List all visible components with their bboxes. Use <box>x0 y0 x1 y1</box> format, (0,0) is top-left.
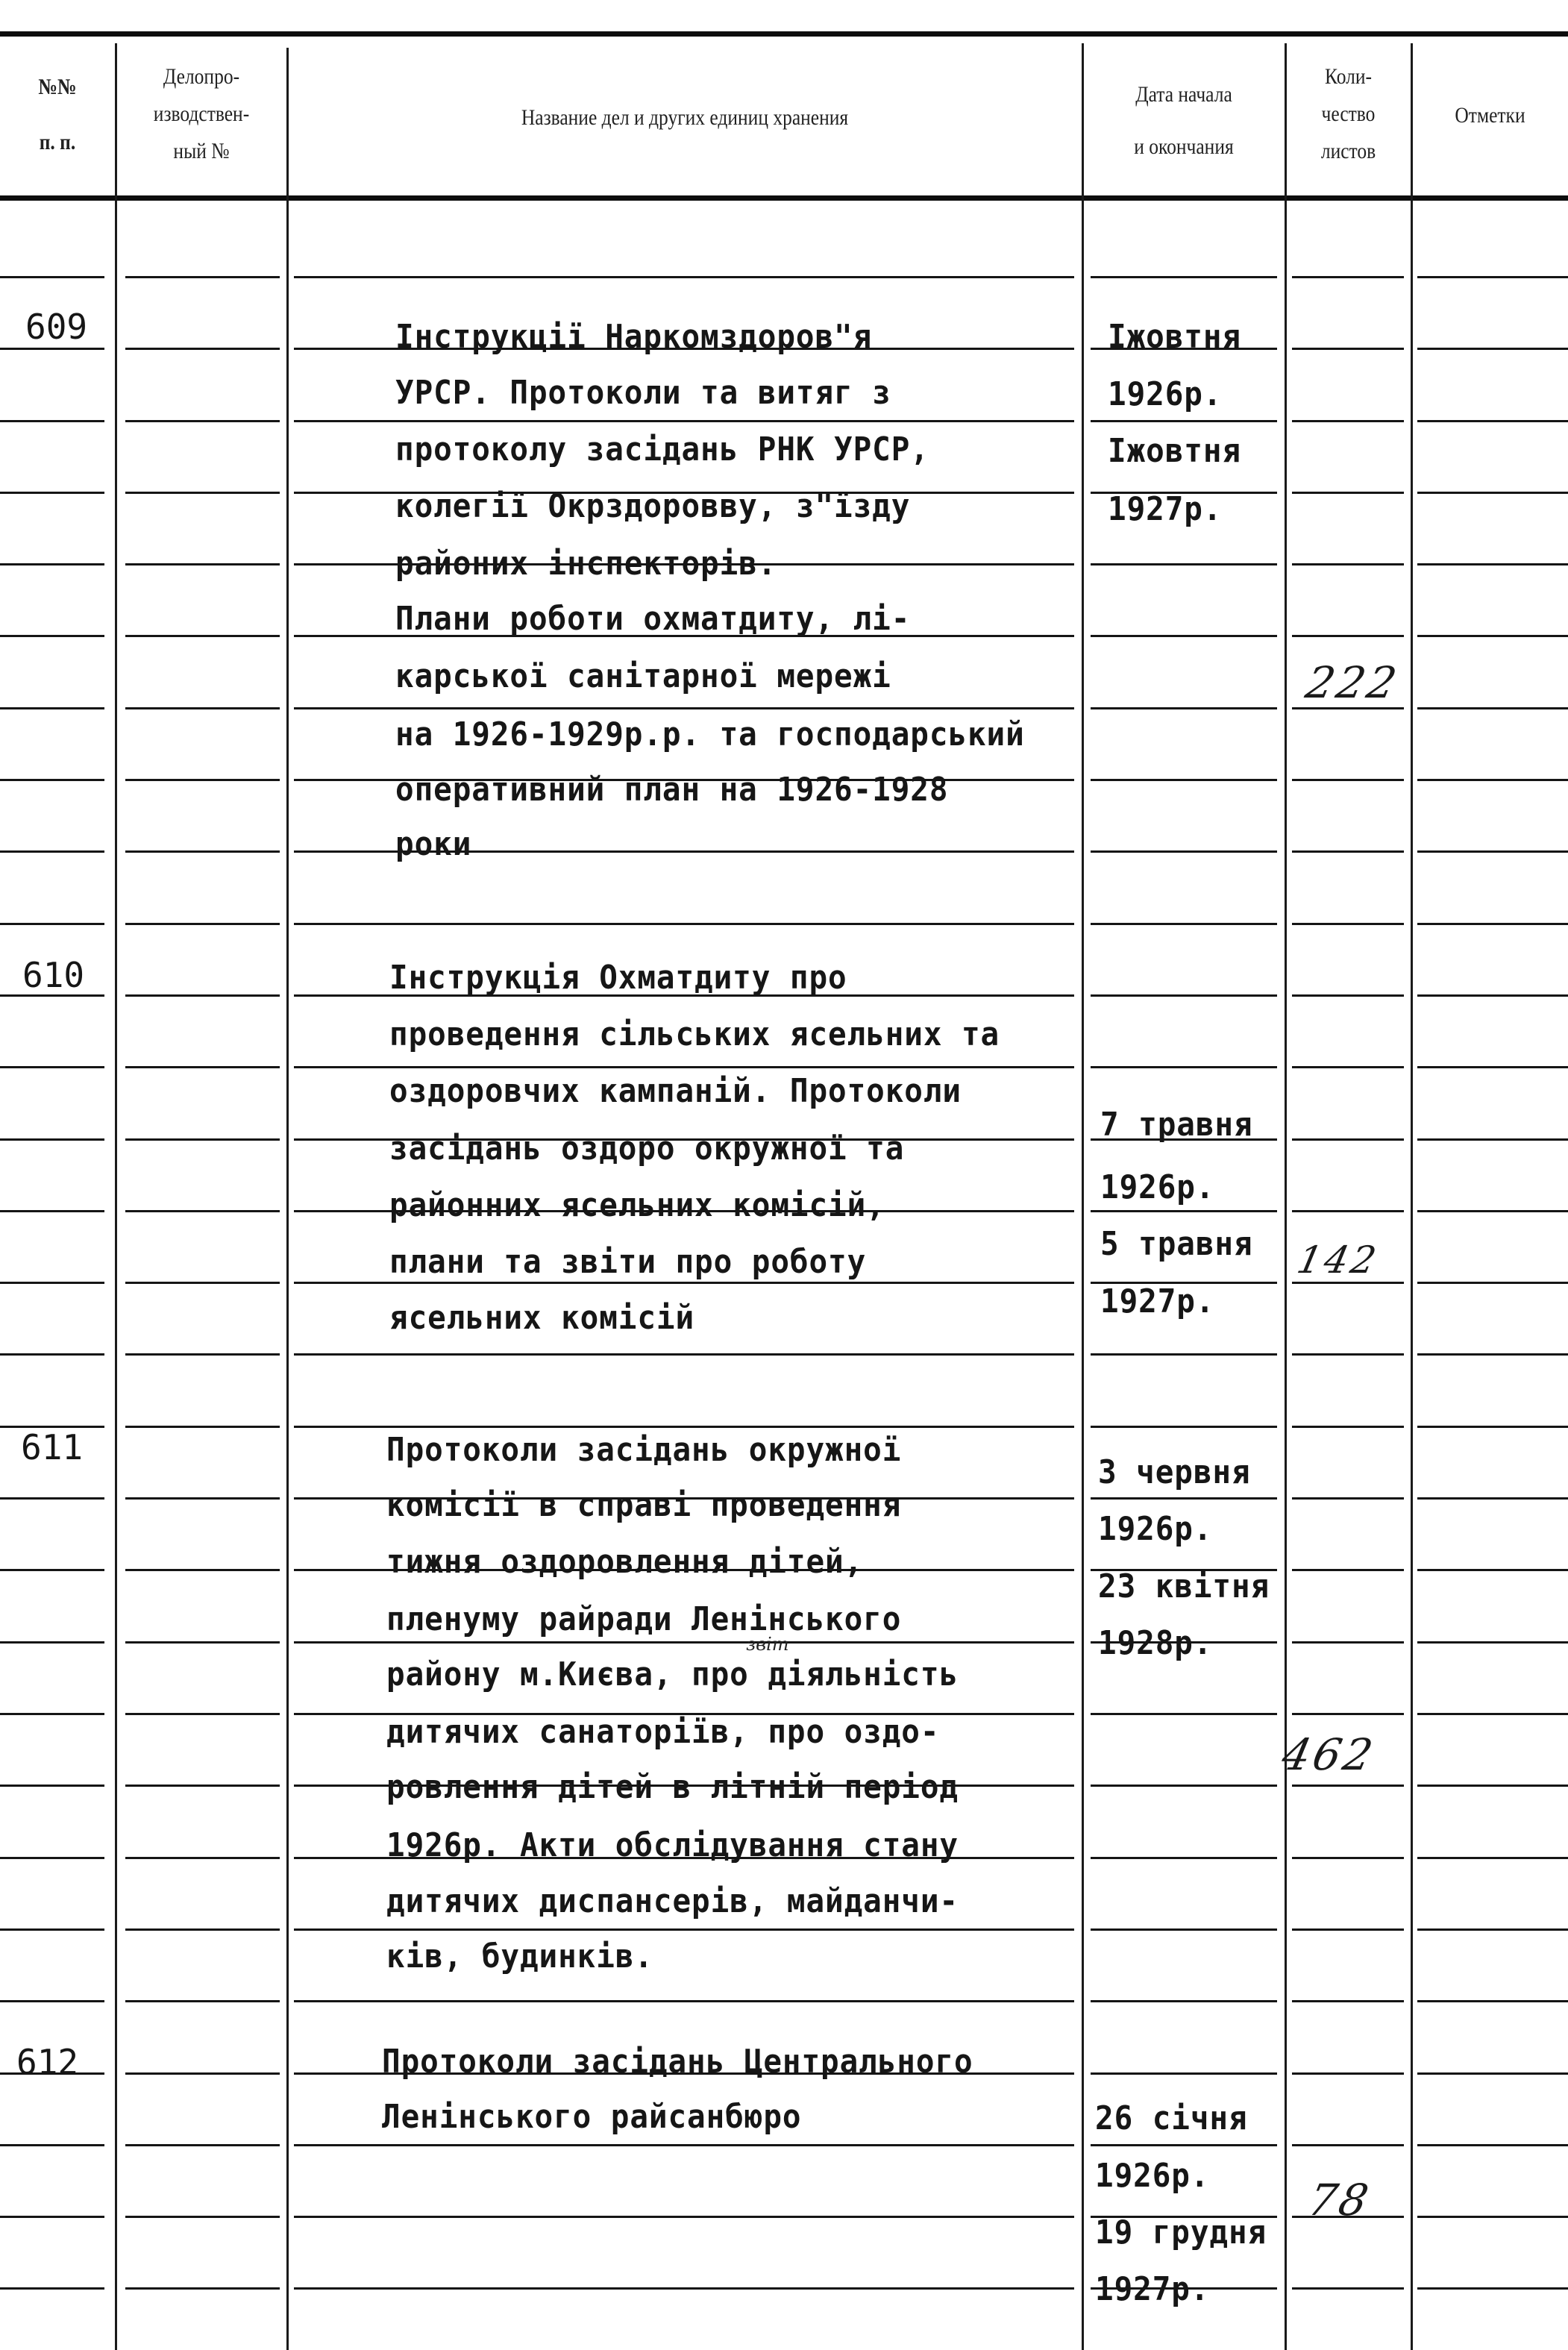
ruled-line <box>125 2216 280 2218</box>
ruled-line <box>1091 1066 1277 1068</box>
date-line: 1926р. <box>1095 2157 1210 2195</box>
ruled-line <box>1417 1497 1568 1500</box>
ruled-line <box>1417 1353 1568 1356</box>
ruled-line <box>125 2072 280 2075</box>
ruled-line <box>1417 2216 1568 2218</box>
header-col-office-number: Делопро- изводствен- ный № <box>153 64 250 163</box>
entry-number: 609 <box>25 307 88 347</box>
ruled-line <box>1417 1426 1568 1428</box>
table-top-rule <box>0 31 1568 37</box>
ruled-line <box>125 1282 280 1284</box>
ruled-line <box>1417 276 1568 278</box>
ruled-line <box>0 348 104 350</box>
ruled-line <box>1417 707 1568 709</box>
ruled-line <box>1091 850 1277 853</box>
entry-number: 611 <box>21 1427 84 1467</box>
ruled-line <box>1292 850 1404 853</box>
ruled-line <box>0 1353 104 1356</box>
ruled-line <box>1292 2072 1404 2075</box>
ruled-line <box>1292 994 1404 997</box>
ruled-line <box>1417 420 1568 422</box>
ruled-line <box>1292 1353 1404 1356</box>
ruled-line <box>1417 2144 1568 2146</box>
sheet-count: 78 <box>1303 2175 1376 2225</box>
ruled-line <box>125 2000 280 2002</box>
date-line: Іжовтня <box>1108 318 1241 356</box>
ruled-line <box>125 348 280 350</box>
title-line: Протоколи засідань окружної <box>386 1431 902 1469</box>
ruled-line <box>0 276 104 278</box>
date-line: 1926р. <box>1108 375 1223 413</box>
date-line: 26 січня <box>1095 2099 1248 2137</box>
title-line: УРСР. Протоколи та витяг з <box>395 374 891 412</box>
ruled-line <box>294 2144 1074 2146</box>
col-divider-4 <box>1285 43 1287 2350</box>
ruled-line <box>0 2216 104 2218</box>
title-line: ясельних комісій <box>389 1299 695 1337</box>
ruled-line <box>1417 1928 1568 1931</box>
ruled-line <box>1091 1210 1277 1212</box>
ruled-line <box>125 420 280 422</box>
ruled-line <box>294 707 1074 709</box>
ruled-line <box>125 2287 280 2290</box>
title-line: дитячих диспансерів, майданчи- <box>386 1882 959 1920</box>
ruled-line <box>1292 923 1404 925</box>
ruled-line <box>0 1641 104 1644</box>
ruled-line <box>125 1928 280 1931</box>
ruled-line <box>125 1497 280 1500</box>
ruled-line <box>1417 492 1568 494</box>
ruled-line <box>1091 1497 1277 1500</box>
ruled-line <box>1292 1641 1404 1644</box>
date-line: 5 травня <box>1100 1225 1253 1263</box>
ruled-line <box>1292 1210 1404 1212</box>
ruled-line <box>1091 1353 1277 1356</box>
ruled-line <box>1091 994 1277 997</box>
date-line: 23 квітня <box>1098 1567 1270 1605</box>
ruled-line <box>0 2000 104 2002</box>
date-line: 19 грудня <box>1095 2213 1267 2252</box>
header-col-sheets: Коли- чество листов <box>1320 64 1376 163</box>
ruled-line <box>294 276 1074 278</box>
date-line: 1927р. <box>1108 490 1223 528</box>
ruled-line <box>1292 420 1404 422</box>
ruled-line <box>0 563 104 565</box>
ruled-line <box>125 1210 280 1212</box>
ruled-line <box>0 923 104 925</box>
date-line: 1926р. <box>1100 1168 1215 1206</box>
ruled-line <box>1417 2287 1568 2290</box>
ruled-line <box>125 1713 280 1715</box>
title-line: оздоровчих кампаній. Протоколи <box>389 1072 962 1110</box>
ruled-line <box>0 420 104 422</box>
ruled-line <box>294 1282 1074 1284</box>
ruled-line <box>0 850 104 853</box>
ruled-line <box>1417 1713 1568 1715</box>
ruled-line <box>1091 420 1277 422</box>
title-line: пленуму райради Ленінського <box>386 1600 902 1638</box>
ruled-line <box>1292 276 1404 278</box>
handwritten-annotation: звіт <box>746 1634 789 1655</box>
ruled-line <box>125 850 280 853</box>
ruled-line <box>0 1569 104 1571</box>
ruled-line <box>1292 1569 1404 1571</box>
ruled-line <box>0 1282 104 1284</box>
ruled-line <box>1292 1857 1404 1859</box>
ruled-line <box>1292 563 1404 565</box>
ruled-line <box>1417 923 1568 925</box>
col-divider-2 <box>286 48 289 2350</box>
ruled-line <box>1091 563 1277 565</box>
header-col-title: Название дел и других единиц хранения <box>521 105 849 130</box>
ruled-line <box>1091 923 1277 925</box>
ruled-line <box>125 492 280 494</box>
header-col-notes: Отметки <box>1455 103 1525 128</box>
ruled-line <box>0 2144 104 2146</box>
ruled-line <box>1417 2072 1568 2075</box>
title-line: оперативний план на 1926-1928 <box>395 771 949 809</box>
ruled-line <box>125 563 280 565</box>
ruled-line <box>1292 1713 1404 1715</box>
title-line: ровлення дітей в літній період <box>386 1768 959 1806</box>
ruled-line <box>1417 1282 1568 1284</box>
title-line: районих інспекторів. <box>395 545 777 583</box>
title-line: дитячих санаторіїв, про оздо- <box>386 1713 940 1751</box>
ruled-line <box>125 779 280 781</box>
ruled-line <box>125 1066 280 1068</box>
ruled-line <box>1417 635 1568 637</box>
ruled-line <box>125 635 280 637</box>
col-divider-5 <box>1411 43 1413 2350</box>
ruled-line <box>125 994 280 997</box>
ruled-line <box>1417 1066 1568 1068</box>
ruled-line <box>1292 2000 1404 2002</box>
ruled-line <box>1292 635 1404 637</box>
ruled-line <box>294 2287 1074 2290</box>
ruled-line <box>1417 850 1568 853</box>
ruled-line <box>125 923 280 925</box>
header-bottom-rule <box>0 195 1568 201</box>
ruled-line <box>0 1857 104 1859</box>
sheet-count: 142 <box>1293 1238 1383 1282</box>
ruled-line <box>125 276 280 278</box>
ruled-line <box>0 707 104 709</box>
ruled-line <box>1417 2000 1568 2002</box>
date-line: 3 червня <box>1098 1453 1251 1491</box>
date-line: 1927р. <box>1095 2270 1210 2308</box>
ruled-line <box>125 1426 280 1428</box>
ruled-line <box>1091 1713 1277 1715</box>
ruled-line <box>1091 635 1277 637</box>
ruled-line <box>1292 2287 1404 2290</box>
title-line: на 1926-1929р.р. та господарський <box>395 715 1025 753</box>
ruled-line <box>0 779 104 781</box>
title-line: районних ясельних комісій, <box>389 1186 885 1224</box>
ruled-line <box>1417 1785 1568 1787</box>
ruled-line <box>0 1928 104 1931</box>
title-line: колегії Окрздоровву, з"їзду <box>395 487 911 525</box>
title-line: проведення сільських ясельних та <box>389 1015 1000 1053</box>
ruled-line <box>1292 1066 1404 1068</box>
ruled-line <box>125 1353 280 1356</box>
ruled-line <box>1292 2144 1404 2146</box>
ruled-line <box>1091 779 1277 781</box>
ruled-line <box>1091 2072 1277 2075</box>
ruled-line <box>1091 276 1277 278</box>
ruled-line <box>125 1785 280 1787</box>
ruled-line <box>1417 1138 1568 1141</box>
ruled-line <box>294 2000 1074 2002</box>
ruled-line <box>1091 2144 1277 2146</box>
ruled-line <box>294 1066 1074 1068</box>
col-divider-1 <box>115 43 117 2350</box>
ruled-line <box>294 1928 1074 1931</box>
entry-number: 610 <box>22 955 85 995</box>
header-col-dates: Дата начала и окончания <box>1134 82 1234 159</box>
ruled-line <box>0 1497 104 1500</box>
title-line: ків, будинків. <box>386 1937 653 1975</box>
title-line: Протоколи засідань Центрального <box>382 2043 973 2081</box>
ruled-line <box>1417 779 1568 781</box>
ruled-line <box>1417 348 1568 350</box>
ruled-line <box>0 635 104 637</box>
ruled-line <box>294 1641 1074 1644</box>
ruled-line <box>1417 1210 1568 1212</box>
ruled-line <box>0 492 104 494</box>
ruled-line <box>1091 1426 1277 1428</box>
ruled-line <box>1292 779 1404 781</box>
ruled-line <box>0 2287 104 2290</box>
ruled-line <box>294 1426 1074 1428</box>
ruled-line <box>125 1138 280 1141</box>
ruled-line <box>1417 994 1568 997</box>
ruled-line <box>125 2144 280 2146</box>
ruled-line <box>294 1353 1074 1356</box>
entry-number: 612 <box>16 2042 79 2082</box>
ruled-line <box>125 1857 280 1859</box>
title-line: 1926р. Акти обслідування стану <box>386 1826 959 1864</box>
ruled-line <box>1417 1641 1568 1644</box>
ruled-line <box>0 1713 104 1715</box>
ruled-line <box>1292 1426 1404 1428</box>
ruled-line <box>1292 1785 1404 1787</box>
ruled-line <box>1091 2000 1277 2002</box>
ruled-line <box>1292 1282 1404 1284</box>
ruled-line <box>125 1569 280 1571</box>
title-line: протоколу засідань РНК УРСР, <box>395 430 929 469</box>
title-line: району м.Києва, про діяльність <box>386 1655 959 1693</box>
ruled-line <box>294 2216 1074 2218</box>
ruled-line <box>0 1138 104 1141</box>
ruled-line <box>1091 1785 1277 1787</box>
sheet-count: 222 <box>1301 657 1404 708</box>
ruled-line <box>125 707 280 709</box>
title-line: Інструкції Наркомздоров"я <box>395 318 873 356</box>
ruled-line <box>1292 1138 1404 1141</box>
date-line: 1927р. <box>1100 1282 1215 1320</box>
ruled-line <box>1091 1857 1277 1859</box>
date-line: 1928р. <box>1098 1624 1213 1662</box>
title-line: карської санітарної мережі <box>395 657 891 695</box>
title-line: Інструкція Охматдиту про <box>389 959 847 997</box>
ruled-line <box>0 1066 104 1068</box>
title-line: тижня оздоровлення дітей, <box>386 1543 864 1581</box>
ruled-line <box>1091 1928 1277 1931</box>
ruled-line <box>1292 1497 1404 1500</box>
sheet-count: 462 <box>1277 1729 1380 1780</box>
title-line: комісії в справі проведення <box>386 1486 902 1524</box>
date-line: 1926р. <box>1098 1510 1213 1548</box>
title-line: засідань оздоро окружної та <box>389 1129 905 1168</box>
ruled-line <box>1417 1569 1568 1571</box>
ruled-line <box>294 420 1074 422</box>
ruled-line <box>1417 1857 1568 1859</box>
ruled-line <box>125 1641 280 1644</box>
date-line: 7 травня <box>1100 1106 1253 1144</box>
ruled-line <box>294 923 1074 925</box>
ruled-line <box>1292 492 1404 494</box>
ruled-line <box>1292 348 1404 350</box>
date-line: Іжовтня <box>1108 432 1241 470</box>
ruled-line <box>1091 707 1277 709</box>
title-line: Ленінського райсанбюро <box>382 2098 802 2136</box>
col-divider-3 <box>1082 43 1084 2350</box>
title-line: роки <box>395 825 472 863</box>
title-line: Плани роботи охматдиту, лі- <box>395 600 911 638</box>
header-col-number: №№ п. п. <box>38 75 77 154</box>
ruled-line <box>0 1210 104 1212</box>
ruled-line <box>1292 1928 1404 1931</box>
ruled-line <box>0 1785 104 1787</box>
title-line: плани та звіти про роботу <box>389 1243 867 1281</box>
ruled-line <box>1417 563 1568 565</box>
